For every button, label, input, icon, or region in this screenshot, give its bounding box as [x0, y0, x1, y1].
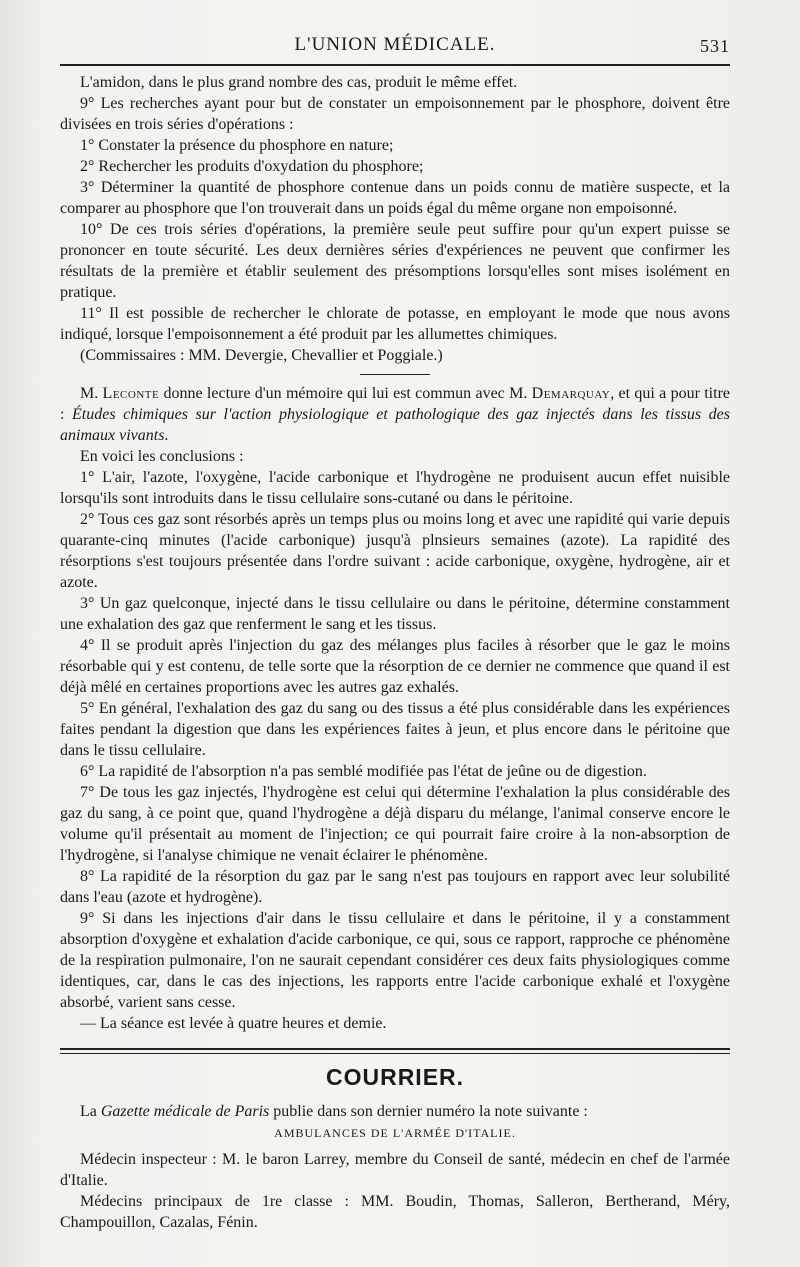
conclusion-item: 5° En général, l'exhalation des gaz du sang ou des tissus a été plus considérable dans les expériences faites pendant la digestion que dans les expériences faites à jeun, et plus encore dans le péritoine que dans le tissu cellulaire. — [60, 700, 730, 759]
text-run: , et qui a pour titre : — [60, 385, 730, 423]
journal-title: L'UNION MÉDICALE. — [294, 34, 496, 55]
appointment-line: Médecins principaux de 1re classe : MM. Boudin, Thomas, Salleron, Bertherand, Méry, Champouillon, Cazalas, Fénin. — [60, 1193, 730, 1231]
memoir-intro — [60, 383, 730, 446]
paragraph: 10° De ces trois séries d'opérations, la première seule peut suffire pour qu'un expert puisse se prononcer en toute sécurité. Les deux dernières séries d'expériences ne peuvent que confirmer les résultats de la première et établir seulement des présomptions lorsqu'elles sont mises isolément en pratique. — [60, 221, 730, 301]
conclusion-item: 9° Si dans les injections d'air dans le tissu cellulaire et dans le péritoine, il y a constamment absorption d'oxygène et exhalation d'acide carbonique, ce qui, sous ce rapport, rapproche ce phénomène de la respiration pulmonaire, l'on ne saurait cependant considérer ces deux faits physiologiques comme identiques, car, dans le cas des injections, les rapports entre l'acide carbonique exhalé et l'oxygène absorbé, varient sans cesse. — [60, 910, 730, 1011]
conclusion-item: 1° L'air, l'azote, l'oxygène, l'acide carbonique et l'hydrogène ne produisent aucun effet nuisible lorsqu'ils sont introduits dans le tissu cellulaire sons-cutané ou dans le péritoine. — [60, 469, 730, 507]
subheading: AMBULANCES DE L'ARMÉE D'ITALIE. — [274, 1126, 516, 1140]
page-number: 531 — [700, 36, 730, 56]
conclusion-item: 4° Il se produit après l'injection du gaz des mélanges plus faciles à résorber que le gaz le moins résorbable qui y est contenu, de telle sorte que la résorption de ce dernier ne commence que quand il est déjà mêlé en certaines proportions avec les autres gaz exhalés. — [60, 637, 730, 696]
header-rule — [60, 64, 730, 66]
text-run: La — [80, 1103, 101, 1120]
conclusion-item: 2° Tous ces gaz sont résorbés après un temps plus ou moins long et avec une rapidité qui varie depuis quarante-cinq minutes (l'acide carbonique) jusqu'à plnsieurs semaines (azote). La rapidité des résorptions s'est toujours présentée dans l'ordre suivant : acide carbonique, oxygène, hydrogène, air et azote. — [60, 511, 730, 591]
paragraph: 2° Rechercher les produits d'oxydation du phosphore; — [80, 158, 424, 175]
text-run: donne lecture d'un mémoire qui lui est commun avec M. — [159, 385, 532, 402]
section-heading: COURRIER. — [325, 1064, 465, 1090]
text-run: publie dans son dernier numéro la note suivante : — [269, 1103, 588, 1120]
session-closing: — La séance est levée à quatre heures et demie. — [80, 1015, 387, 1032]
gazette-name: Gazette médicale de Paris — [100, 1103, 270, 1120]
author-demarquay: Demarquay — [531, 385, 611, 402]
author-leconte: Leconte — [102, 385, 160, 402]
double-rule — [60, 1048, 730, 1054]
gazette-note — [60, 1101, 730, 1122]
memoir-title: Études chimiques sur l'action physiologique et pathologique des gaz injectés dans les tissus des animaux vivants — [60, 406, 730, 444]
section-divider — [360, 374, 430, 375]
paragraph: 9° Les recherches ayant pour but de constater un empoisonnement par le phosphore, doivent être divisées en trois séries d'opérations : — [60, 95, 730, 133]
appointment-line: Médecin inspecteur : M. le baron Larrey, membre du Conseil de santé, médecin en chef de l'armée d'Italie. — [60, 1151, 730, 1189]
paragraph: 3° Déterminer la quantité de phosphore contenue dans un poids connu de matière suspecte, et la comparer au phosphore que l'on trouverait dans un poids égal du même organe non empoisonné. — [60, 179, 730, 217]
paragraph: En voici les conclusions : — [80, 448, 244, 465]
conclusion-item: 7° De tous les gaz injectés, l'hydrogène est celui qui détermine l'exhalation la plus considérable des gaz du sang, à ce point que, quand l'hydrogène a déjà disparu du mélange, l'animal conserve encore le volume qu'il présentait au moment de l'injection; ce qui pourrait faire croire à la non-absorption de l'hydrogène, si l'analyse chimique ne venait éclairer le phénomène. — [60, 784, 730, 864]
paragraph: 11° Il est possible de rechercher le chlorate de potasse, en employant le mode que nous avons indiqué, lorsque l'empoisonnement a été produit par les allumettes chimiques. — [60, 305, 730, 343]
conclusion-item: 8° La rapidité de la résorption du gaz par le sang n'est pas toujours en rapport avec leur solubilité dans l'eau (azote et hydrogène). — [60, 868, 730, 906]
paragraph: 1° Constater la présence du phosphore en nature; — [80, 137, 394, 154]
conclusion-item: 3° Un gaz quelconque, injecté dans le tissu cellulaire ou dans le péritoine, détermine constamment une exhalation des gaz que renferment le sang et les tissus. — [60, 595, 730, 633]
commissioners-note: (Commissaires : MM. Devergie, Chevallier et Poggiale.) — [80, 347, 443, 364]
text-run: M. — [80, 385, 103, 402]
paragraph: L'amidon, dans le plus grand nombre des cas, produit le même effet. — [80, 74, 518, 91]
conclusion-item: 6° La rapidité de l'absorption n'a pas semblé modifiée pas l'état de jeûne ou de digestion. — [80, 763, 647, 780]
text-run: . — [164, 427, 169, 444]
running-header — [60, 30, 730, 60]
